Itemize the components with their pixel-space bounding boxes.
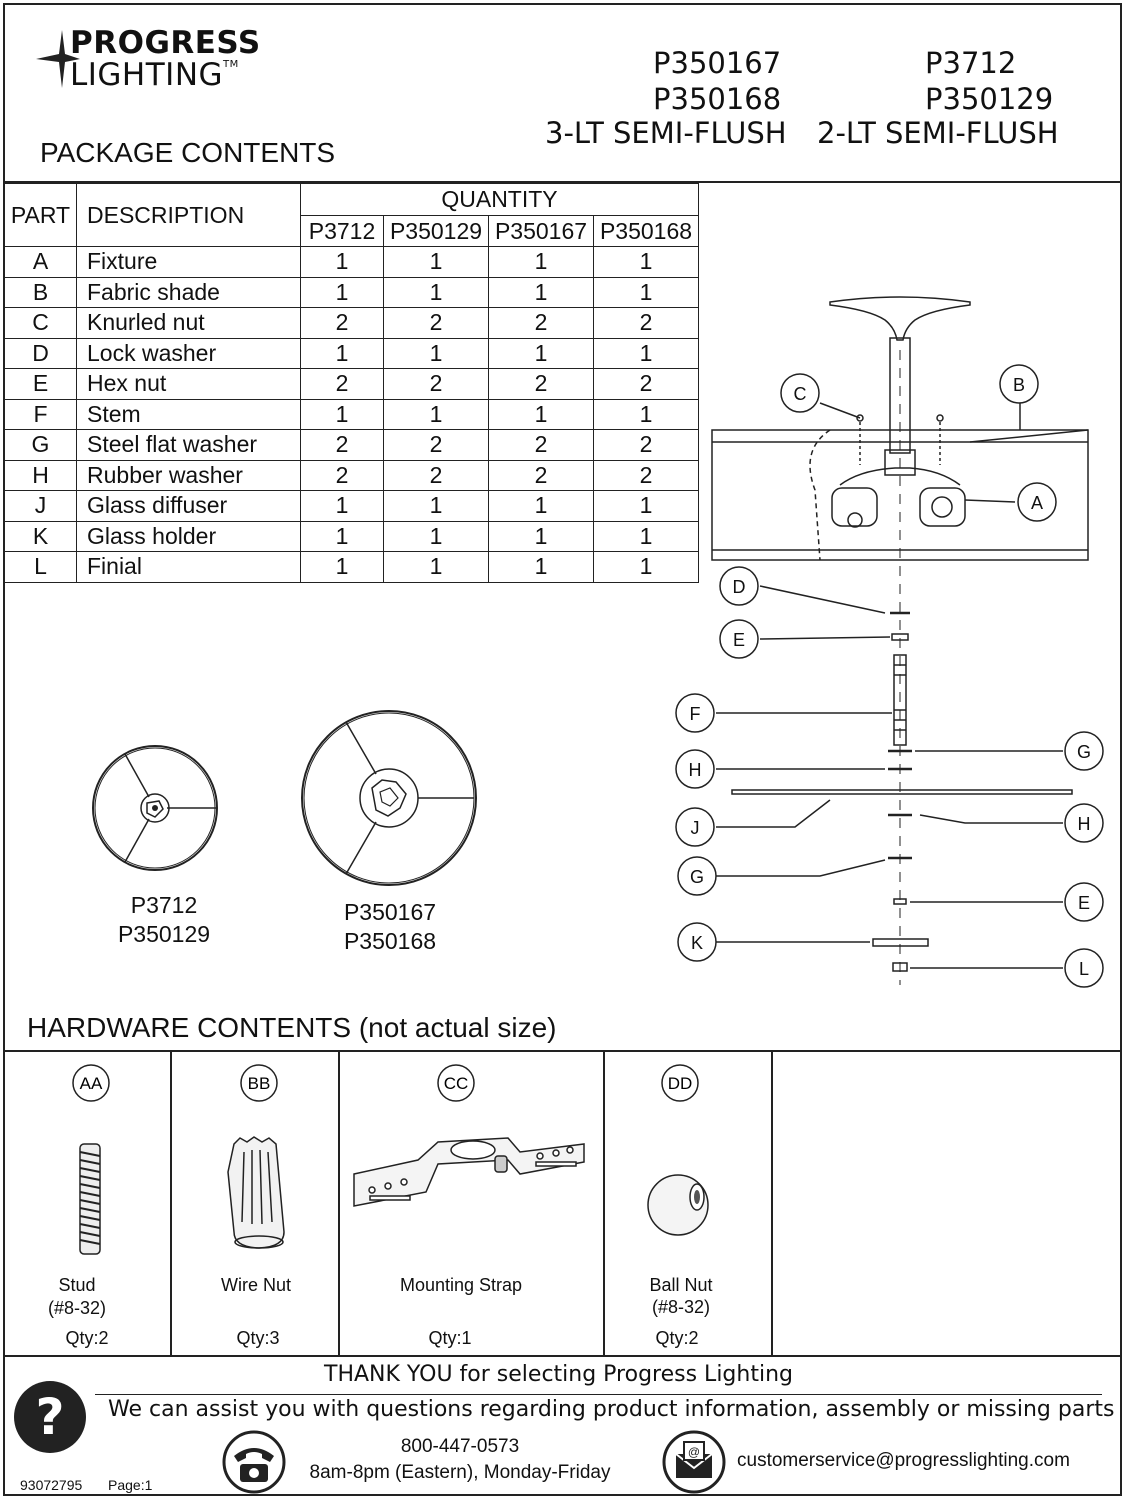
model-left-type: 3-LT SEMI-FLUSH [545,116,787,150]
col-description: DESCRIPTION [77,184,301,247]
part-quantity: 1 [301,277,384,308]
part-quantity: 1 [384,521,489,552]
hw-code-BB: BB [247,1074,271,1093]
col-model-P3712: P3712 [301,216,384,247]
part-description: Steel flat washer [77,430,301,461]
hw-name-BB: Wire Nut [220,1275,291,1295]
hardware-item-mounting-strap [340,1052,602,1352]
part-quantity: 1 [594,247,699,278]
part-quantity: 1 [301,338,384,369]
ball-nut-icon [648,1175,708,1235]
part-quantity: 2 [384,460,489,491]
part-quantity: 2 [489,308,594,339]
label-J: J [690,818,700,838]
hw-code-CC: CC [443,1074,469,1093]
col-model-P350129: P350129 [384,216,489,247]
part-letter: D [5,338,77,369]
part-letter: B [5,277,77,308]
part-quantity: 2 [301,460,384,491]
part-quantity: 1 [489,399,594,430]
part-description: Finial [77,552,301,583]
part-quantity: 2 [594,430,699,461]
telephone-icon [222,1430,286,1494]
hw-name-CC: Mounting Strap [399,1275,523,1295]
brand-tm: TM [223,59,239,70]
small-shade-caption-1: P3712 [130,892,198,918]
footer-email: customerservice@progresslighting.com [737,1450,1070,1471]
part-quantity: 1 [384,277,489,308]
part-quantity: 1 [489,552,594,583]
part-quantity: 2 [594,369,699,400]
part-quantity: 2 [384,369,489,400]
part-letter: J [5,491,77,522]
hw-qty-CC: Qty:1 [428,1328,472,1348]
part-quantity: 2 [384,308,489,339]
part-quantity: 1 [489,277,594,308]
part-quantity: 1 [301,491,384,522]
model-right-2: P350129 [925,82,1054,116]
part-description: Stem [77,399,301,430]
footer-phone: 800-447-0573 [400,1436,520,1457]
part-quantity: 1 [594,491,699,522]
table-row [5,552,699,583]
question-mark: ? [35,1388,65,1446]
part-quantity: 2 [489,460,594,491]
label-D: D [732,577,746,597]
label-F: F [689,704,701,724]
part-letter: H [5,460,77,491]
part-description: Glass holder [77,521,301,552]
part-quantity: 1 [594,338,699,369]
label-L: L [1078,959,1090,979]
label-K: K [690,933,704,953]
threaded-stud-icon [80,1144,100,1254]
package-contents-title: PACKAGE CONTENTS [40,137,336,168]
part-letter: L [5,552,77,583]
part-description: Lock washer [77,338,301,369]
part-description: Knurled nut [77,308,301,339]
part-quantity: 2 [301,430,384,461]
hardware-item-ball-nut [605,1052,770,1352]
part-quantity: 2 [301,308,384,339]
label-G: G [1076,742,1092,762]
part-description: Glass diffuser [77,491,301,522]
parts-body [5,247,699,583]
part-letter: K [5,521,77,552]
part-quantity: 1 [301,521,384,552]
table-row [5,430,699,461]
label-G-lower: G [689,867,705,887]
brand-line2: LIGHTING [70,57,224,93]
part-quantity: 2 [489,369,594,400]
part-description: Fabric shade [77,277,301,308]
part-quantity: 2 [594,460,699,491]
hw-spec-DD: (#8-32) [651,1297,711,1317]
part-quantity: 2 [301,369,384,400]
part-quantity: 1 [594,277,699,308]
part-quantity: 1 [594,399,699,430]
doc-number: 93072795 [20,1477,83,1493]
hardware-item-wire-nut [172,1052,337,1352]
part-quantity: 1 [301,552,384,583]
large-shade-caption-1: P350167 [343,899,437,925]
hw-divider-4 [771,1051,773,1356]
parts-table [4,183,699,583]
footer-assist: We can assist you with questions regarding product information, assembly or missing parts [108,1397,1115,1422]
part-quantity: 1 [489,338,594,369]
hw-qty-BB: Qty:3 [236,1328,280,1348]
footer-hours: 8am-8pm (Eastern), Monday-Friday [309,1462,611,1483]
part-letter: A [5,247,77,278]
part-quantity: 1 [489,521,594,552]
label-H-lower: H [1077,814,1091,834]
part-description: Rubber washer [77,460,301,491]
table-row [5,277,699,308]
part-letter: C [5,308,77,339]
part-quantity: 1 [489,491,594,522]
col-model-P350167: P350167 [489,216,594,247]
table-row [5,247,699,278]
part-quantity: 1 [384,247,489,278]
col-part: PART [5,184,77,247]
label-B: B [1012,375,1026,395]
part-quantity: 2 [384,430,489,461]
part-quantity: 1 [384,552,489,583]
col-quantity: QUANTITY [301,184,699,216]
label-E-lower: E [1077,893,1091,913]
svg-text:@: @ [687,1445,701,1459]
wire-nut-icon [228,1137,284,1248]
hw-code-DD: DD [667,1074,693,1093]
label-A: A [1030,493,1044,513]
label-H: H [688,760,702,780]
hardware-title: HARDWARE CONTENTS (not actual size) [27,1012,557,1043]
hardware-item-stud [5,1052,169,1352]
table-row [5,308,699,339]
mounting-strap-icon [354,1138,584,1206]
label-C: C [793,384,807,404]
label-E: E [732,630,746,650]
part-letter: E [5,369,77,400]
model-right-1: P3712 [925,46,1017,80]
table-row [5,399,699,430]
page-number: Page:1 [108,1477,153,1493]
part-letter: G [5,430,77,461]
hw-qty-DD: Qty:2 [655,1328,699,1348]
part-quantity: 2 [594,308,699,339]
part-quantity: 1 [301,399,384,430]
part-quantity: 1 [384,338,489,369]
question-icon [14,1381,86,1453]
part-quantity: 1 [301,247,384,278]
footer-thanks: THANK YOU for selecting Progress Lighting [324,1362,793,1387]
part-quantity: 1 [489,247,594,278]
hw-name-AA: Stud [58,1275,96,1295]
model-right-type: 2-LT SEMI-FLUSH [817,116,1059,150]
brand-line1: PROGRESS [70,25,261,61]
table-row [5,491,699,522]
small-shade-top-view [85,745,225,875]
large-shade-caption-2: P350168 [343,928,437,954]
part-letter: F [5,399,77,430]
table-row [5,369,699,400]
hw-code-AA: AA [79,1074,103,1093]
col-model-P350168: P350168 [594,216,699,247]
model-left-2: P350168 [653,82,782,116]
large-shade-top-view [300,708,480,888]
hw-qty-AA: Qty:2 [65,1328,109,1348]
hw-spec-AA: (#8-32) [47,1298,107,1318]
part-quantity: 1 [594,552,699,583]
table-row [5,521,699,552]
email-icon [662,1430,726,1494]
part-description: Hex nut [77,369,301,400]
part-description: Fixture [77,247,301,278]
small-shade-caption-2: P350129 [117,921,211,947]
exploded-diagram [670,290,1115,990]
model-left-1: P350167 [653,46,782,80]
table-row [5,460,699,491]
part-quantity: 2 [489,430,594,461]
table-row [5,338,699,369]
footer-thanks-rule [95,1394,1102,1395]
part-quantity: 1 [384,491,489,522]
part-quantity: 1 [384,399,489,430]
hw-name-DD: Ball Nut [649,1275,713,1295]
part-quantity: 1 [594,521,699,552]
